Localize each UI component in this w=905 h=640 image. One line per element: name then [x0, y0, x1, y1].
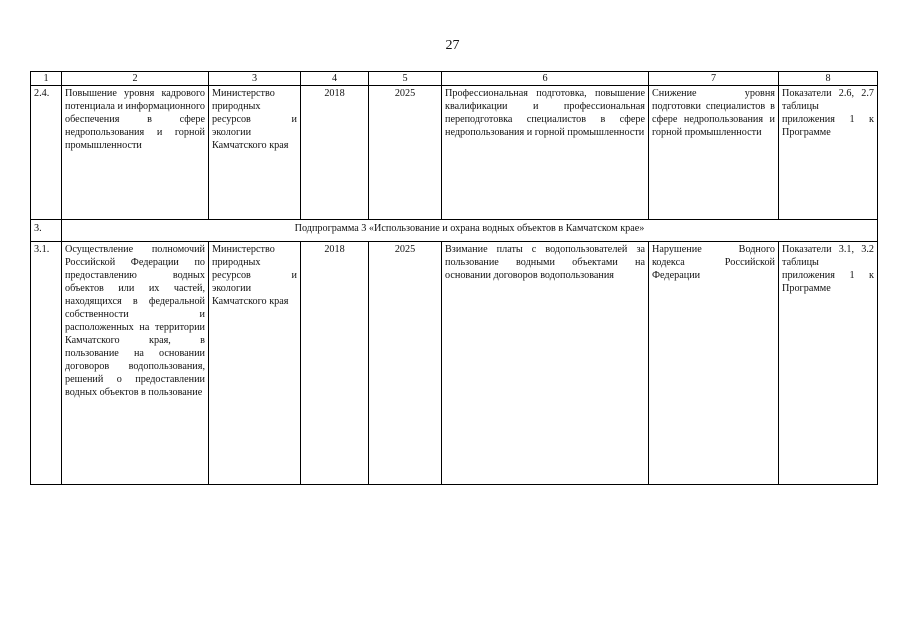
measure-cell: Повышение уровня кадрового потенциала и информационного обеспечения в сфере недропользования и горной промышленности	[62, 86, 209, 220]
start-year-cell: 2018	[301, 242, 369, 485]
expected-result-cell: Взимание платы с водопользователей за пользование водными объектами на основании договоров водопользования	[442, 242, 649, 485]
consequence-cell: Снижение уровня подготовки специалистов в сфере недропользования и горной промышленности	[649, 86, 779, 220]
start-year-cell: 2018	[301, 86, 369, 220]
end-year-cell: 2025	[369, 86, 442, 220]
column-number: 1	[31, 72, 62, 86]
subprogram-title: Подпрограмма 3 «Использование и охрана водных объектов в Камчатском крае»	[62, 220, 878, 242]
executor-cell: Министерство природных ресурсов и экологии Камчатского края	[209, 242, 301, 485]
measure-cell: Осуществление полномочий Российской Федерации по предоставлению водных объектов или их частей, находящихся в федеральной собственности и расположенных на территории Камчатского края, в пользование на основании договоров водопользования, решений о предоставлении водных объектов в пользование	[62, 242, 209, 485]
column-number: 3	[209, 72, 301, 86]
expected-result-cell: Профессиональная подготовка, повышение квалификации и профессиональная переподготовка специалистов в сфере недропользования и горной промышленности	[442, 86, 649, 220]
column-number: 2	[62, 72, 209, 86]
column-number: 8	[779, 72, 878, 86]
page-number: 27	[445, 38, 460, 53]
indicators-cell: Показатели 3.1, 3.2 таблицы приложения 1 к Программе	[779, 242, 878, 485]
subprogram-row	[31, 220, 878, 242]
table-row	[31, 86, 878, 220]
column-number: 6	[442, 72, 649, 86]
consequence-cell: Нарушение Водного кодекса Российской Федерации	[649, 242, 779, 485]
row-number: 2.4.	[31, 86, 62, 220]
executor-cell: Министерство природных ресурсов и экологии Камчатского края	[209, 86, 301, 220]
program-measures-table	[30, 71, 878, 485]
column-number: 5	[369, 72, 442, 86]
indicators-cell: Показатели 2.6, 2.7 таблицы приложения 1 к Программе	[779, 86, 878, 220]
row-number: 3.	[31, 220, 62, 242]
column-number: 4	[301, 72, 369, 86]
column-number: 7	[649, 72, 779, 86]
column-number-row	[31, 72, 878, 86]
row-number: 3.1.	[31, 242, 62, 485]
table-row	[31, 242, 878, 485]
end-year-cell: 2025	[369, 242, 442, 485]
